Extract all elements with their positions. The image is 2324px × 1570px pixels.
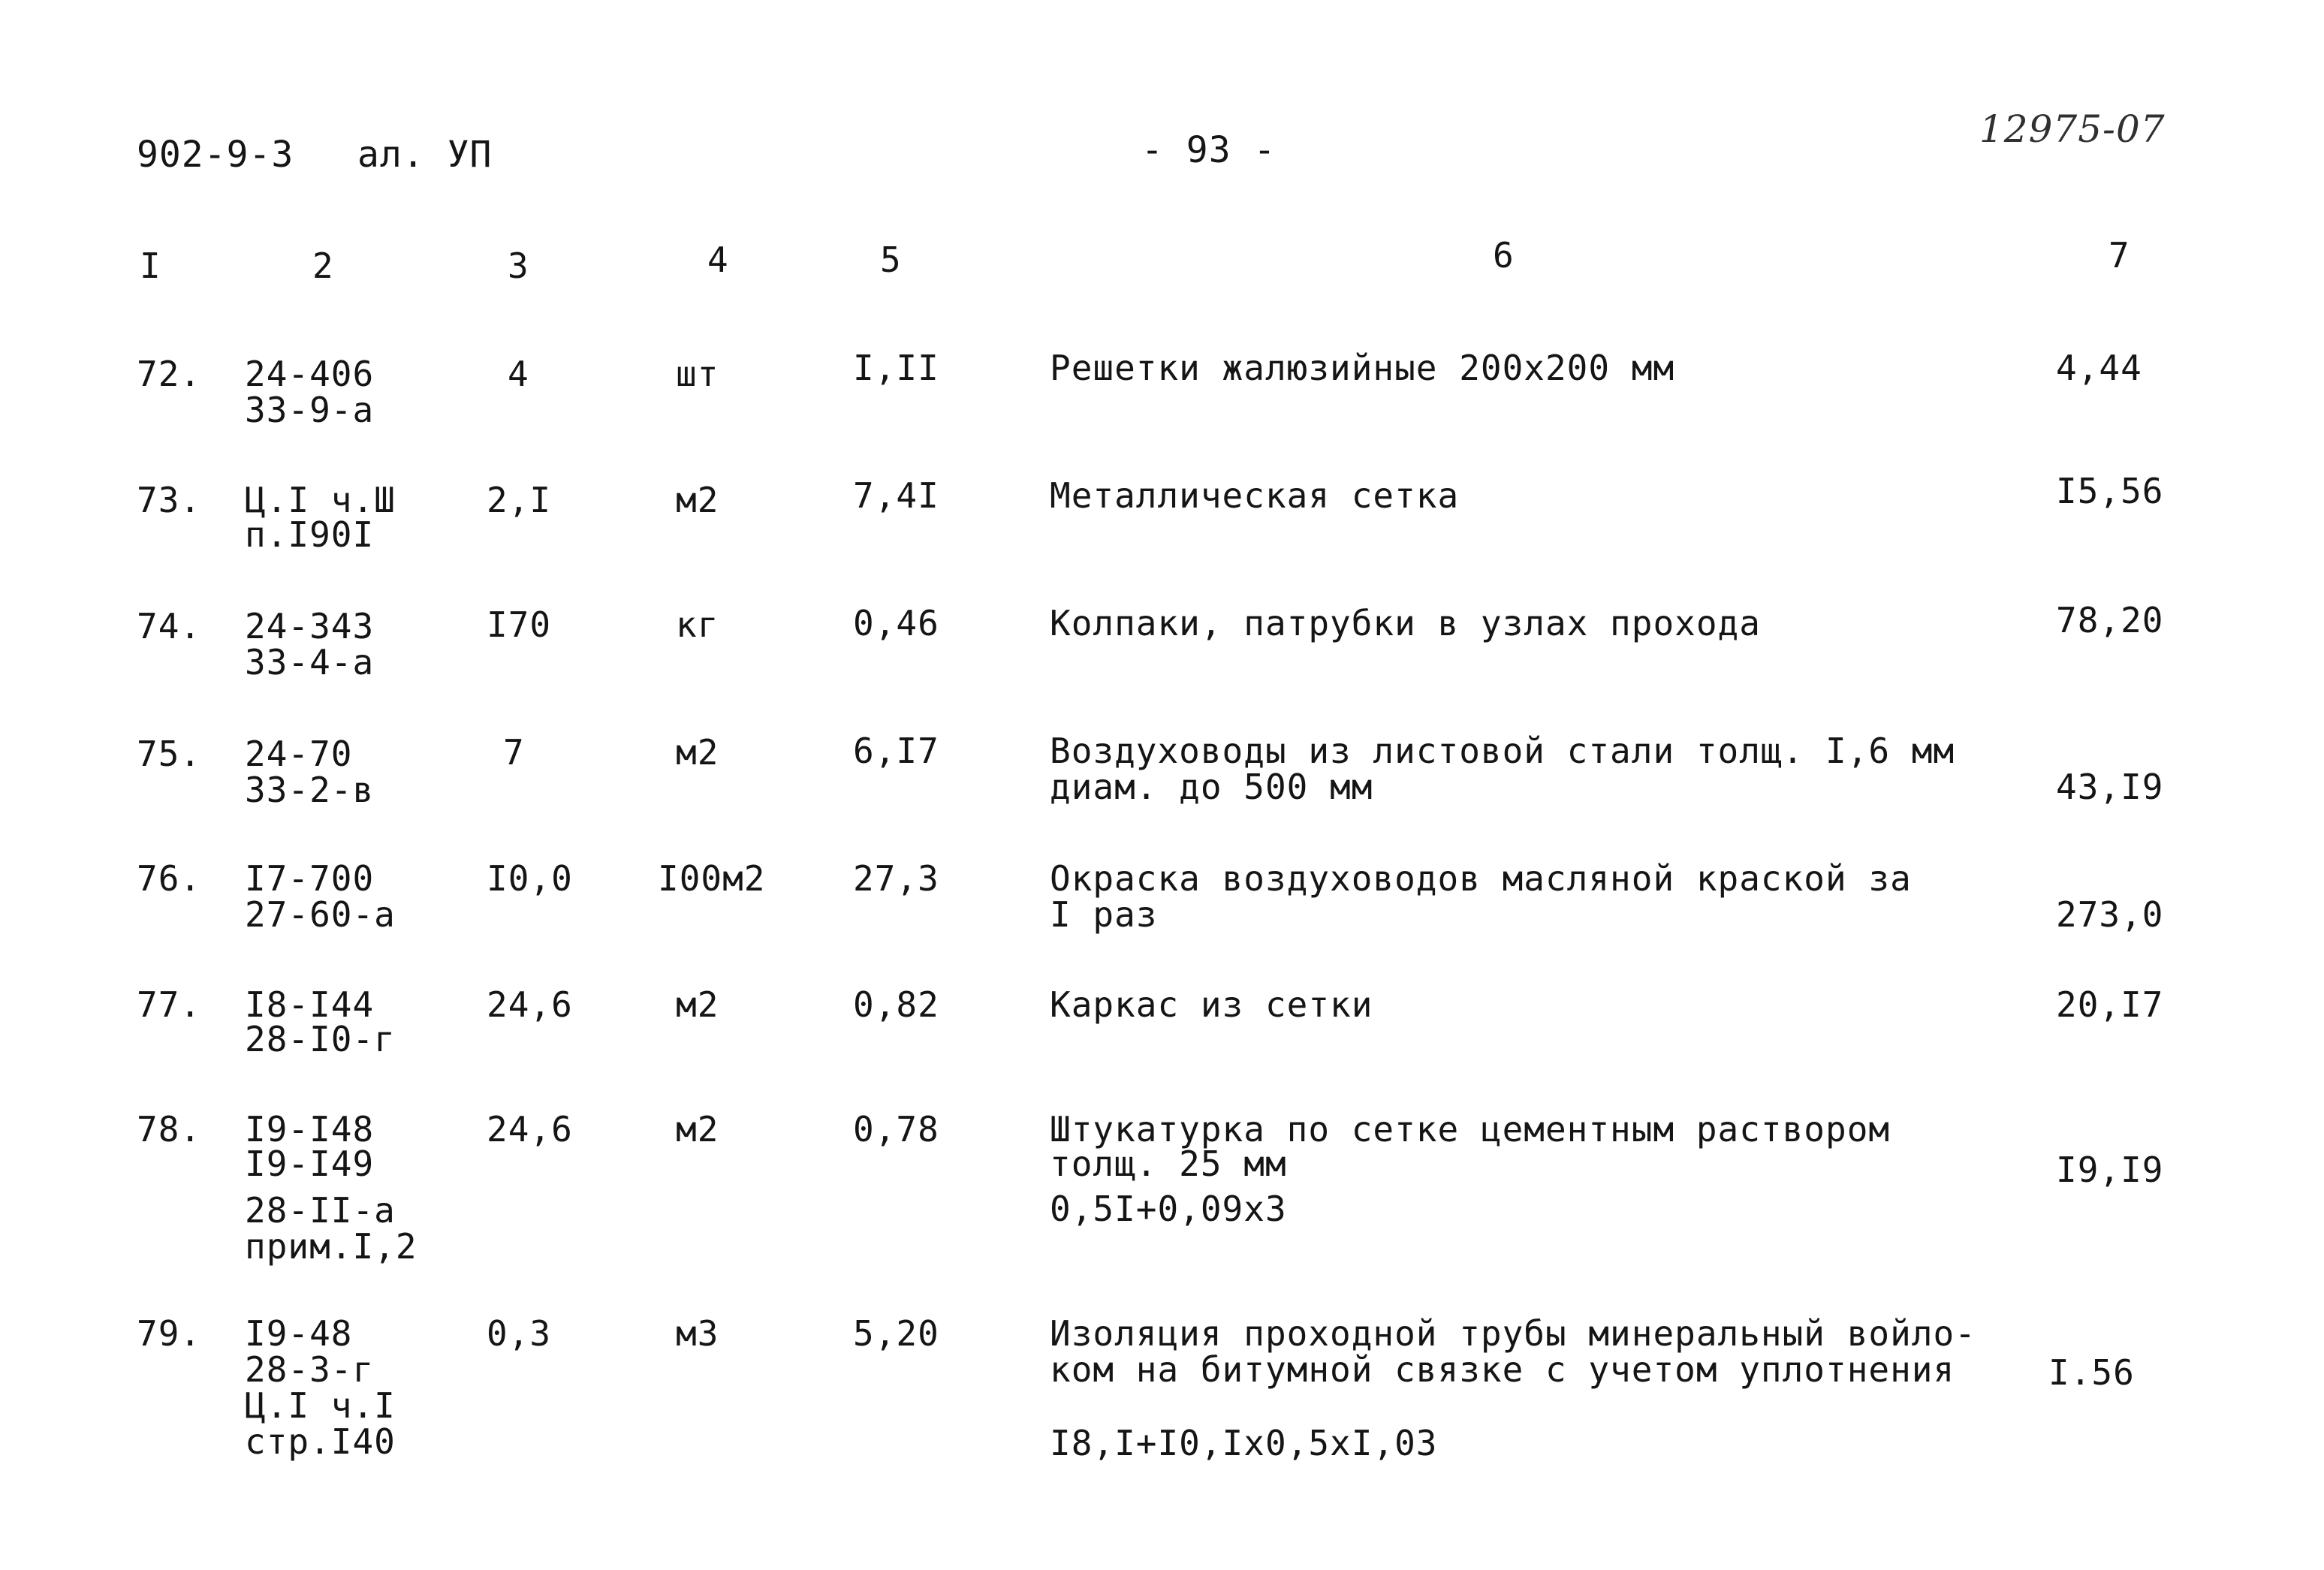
row-number: 72. xyxy=(137,354,202,394)
description-line: Колпаки, патрубки в узлах прохода xyxy=(1050,603,1761,643)
total-cost: 43,I9 xyxy=(2056,767,2164,807)
unit-price: I,II xyxy=(853,348,939,388)
column-header-3: 3 xyxy=(508,246,529,286)
unit-price: 5,20 xyxy=(853,1313,939,1354)
row-number: 76. xyxy=(137,858,202,899)
total-cost: 4,44 xyxy=(2056,348,2142,388)
description-line: Окраска воздуховодов масляной краской за xyxy=(1050,858,1912,899)
column-header-7: 7 xyxy=(2108,235,2130,276)
row-number: 74. xyxy=(137,606,202,646)
column-header-6: 6 xyxy=(1493,235,1515,276)
rate-code: Ц.I ч.I xyxy=(245,1385,396,1426)
rate-code: I7-700 xyxy=(245,858,375,899)
unit: м2 xyxy=(676,1109,719,1150)
row-number: 73. xyxy=(137,480,202,520)
description-line: Изоляция проходной трубы минеральный войло- xyxy=(1050,1313,1976,1354)
rate-code: п.I90I xyxy=(245,514,375,555)
album-label: ал. УП xyxy=(357,134,493,176)
calculation-note: I8,I+I0,Iх0,5хI,03 xyxy=(1050,1423,1438,1463)
rate-code: 28-I0-г xyxy=(245,1019,396,1059)
column-header-4: 4 xyxy=(707,240,729,280)
unit: м2 xyxy=(676,732,719,773)
handwritten-sheet-number: 12975-07 xyxy=(1979,107,2166,151)
total-cost: 20,I7 xyxy=(2056,984,2164,1025)
total-cost: I9,I9 xyxy=(2056,1150,2164,1190)
rate-code: 33-4-а xyxy=(245,642,375,683)
description-line: Металлическая сетка xyxy=(1050,475,1460,516)
column-header-1: I xyxy=(140,246,161,286)
quantity: 0,3 xyxy=(487,1313,552,1354)
total-cost: 273,0 xyxy=(2056,894,2164,935)
description-line: ком на битумной связке с учетом уплотнения xyxy=(1050,1349,1955,1390)
page-number: - 93 - xyxy=(1141,129,1277,171)
unit: I00м2 xyxy=(658,858,766,899)
calculation-note: 0,5I+0,09х3 xyxy=(1050,1189,1287,1229)
rate-code: 33-2-в xyxy=(245,770,375,810)
unit: м2 xyxy=(676,480,719,520)
unit-price: 0,82 xyxy=(853,984,939,1025)
rate-code: 28-II-а xyxy=(245,1190,396,1231)
rate-code: I9-I48 xyxy=(245,1109,375,1150)
row-number: 79. xyxy=(137,1313,202,1354)
rate-code: прим.I,2 xyxy=(245,1226,417,1267)
rate-code: 33-9-а xyxy=(245,390,375,430)
quantity: I0,0 xyxy=(487,858,573,899)
rate-code: I9-48 xyxy=(245,1313,353,1354)
row-number: 75. xyxy=(137,734,202,774)
column-header-2: 2 xyxy=(312,246,334,286)
quantity: 24,6 xyxy=(487,984,573,1025)
rate-code: 24-70 xyxy=(245,734,353,774)
row-number: 77. xyxy=(137,984,202,1025)
column-header-5: 5 xyxy=(880,240,902,280)
document-code: 902-9-3 xyxy=(137,134,294,176)
unit: кг xyxy=(676,604,719,645)
quantity: I70 xyxy=(487,604,552,645)
rate-code: 24-406 xyxy=(245,354,375,394)
description-line: Каркас из сетки xyxy=(1050,984,1373,1025)
rate-code: 27-60-а xyxy=(245,894,396,935)
unit-price: 7,4I xyxy=(853,475,939,516)
total-cost: I5,56 xyxy=(2056,471,2164,511)
unit-price: 27,3 xyxy=(853,858,939,899)
rate-code: I8-I44 xyxy=(245,984,375,1025)
rate-code: Ц.I ч.Ш xyxy=(245,480,396,520)
rate-code: I9-I49 xyxy=(245,1144,375,1184)
rate-code: 28-3-г xyxy=(245,1349,375,1390)
quantity: 24,6 xyxy=(487,1109,573,1150)
quantity: 7 xyxy=(503,732,525,773)
description-line: Штукатурка по сетке цементным раствором xyxy=(1050,1109,1891,1150)
rate-code: стр.I40 xyxy=(245,1421,396,1462)
unit-price: 0,46 xyxy=(853,603,939,643)
quantity: 2,I xyxy=(487,480,552,520)
description-line: диам. до 500 мм xyxy=(1050,767,1373,807)
unit-price: 6,I7 xyxy=(853,731,939,771)
rate-code: 24-343 xyxy=(245,606,375,646)
total-cost: I.56 xyxy=(2048,1352,2135,1393)
quantity: 4 xyxy=(508,354,529,394)
row-number: 78. xyxy=(137,1109,202,1150)
unit: м2 xyxy=(676,984,719,1025)
description-line: толщ. 25 мм xyxy=(1050,1144,1287,1184)
total-cost: 78,20 xyxy=(2056,600,2164,640)
description-line: Воздуховоды из листовой стали толщ. I,6 мм xyxy=(1050,731,1955,771)
description-line: I раз xyxy=(1050,894,1158,935)
unit-price: 0,78 xyxy=(853,1109,939,1150)
unit: шт xyxy=(676,354,719,394)
description-line: Решетки жалюзийные 200х200 мм xyxy=(1050,348,1675,388)
unit: м3 xyxy=(676,1313,719,1354)
